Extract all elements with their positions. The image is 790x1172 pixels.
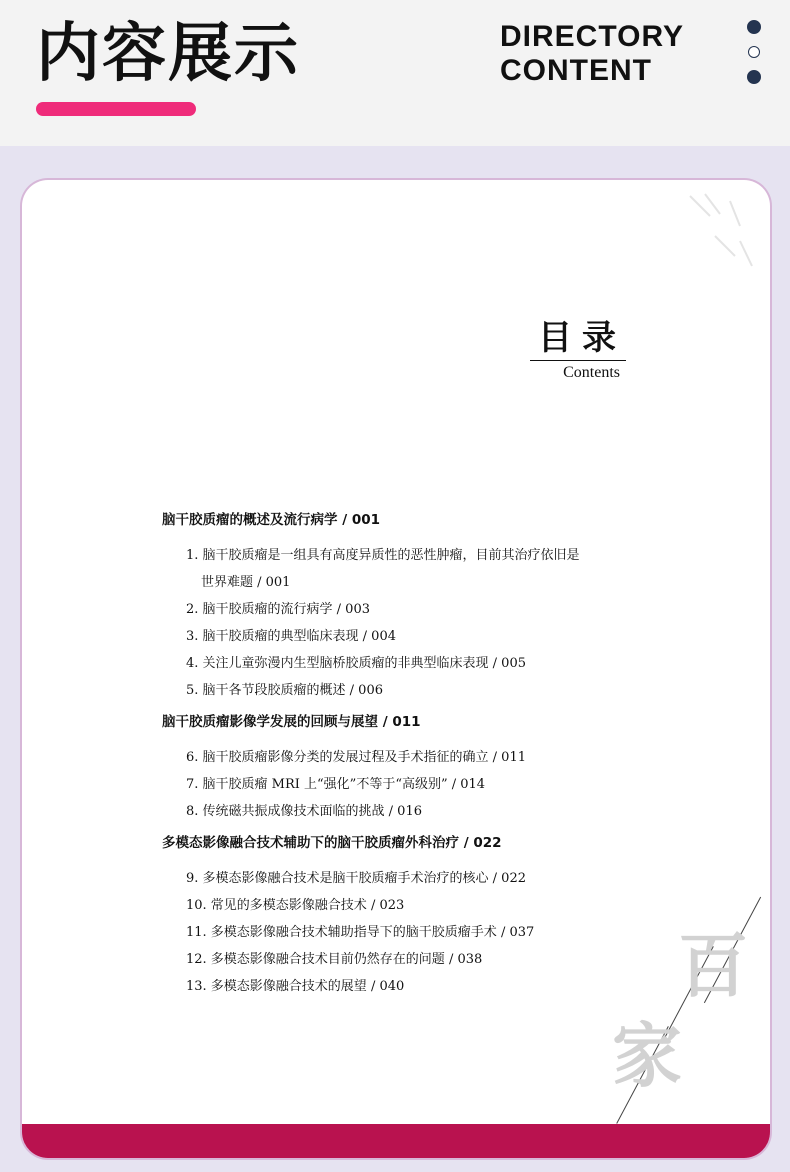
page-header: [0, 0, 790, 146]
carousel-dots: [747, 20, 761, 96]
chapter-heading: 脑干胶质瘤的概述及流行病学 / 001: [162, 512, 381, 528]
toc-item-continuation: 世界难题 / 001: [201, 575, 291, 590]
toc-item: 2. 脑干胶质瘤的流行病学 / 003: [186, 602, 370, 617]
toc-item: 7. 脑干胶质瘤 MRI 上“强化”不等于“高级别” / 014: [186, 777, 486, 792]
header-english-title: [500, 20, 684, 88]
page-footer-band: [22, 1124, 770, 1158]
toc-item: 9. 多模态影像融合技术是脑干胶质瘤手术治疗的核心 / 022: [186, 871, 526, 886]
chapter-heading: 多模态影像融合技术辅助下的脑干胶质瘤外科治疗 / 022: [162, 835, 502, 851]
book-page-card: [22, 180, 770, 1158]
corner-ink-decoration: [680, 186, 760, 286]
table-of-contents: [162, 510, 642, 1000]
header-title: 内容展示: [36, 17, 300, 91]
toc-item: 8. 传统磁共振成像技术面临的挑战 / 016: [186, 804, 422, 819]
header-en-line1: DIRECTORY: [500, 20, 685, 53]
page-title-block: [530, 318, 626, 382]
toc-item: 12. 多模态影像融合技术目前仍然存在的问题 / 038: [186, 952, 483, 967]
toc-item: 5. 脑干各节段胶质瘤的概述 / 006: [186, 683, 383, 698]
watermark-calligraphy: [582, 870, 770, 1120]
chapter-heading: 脑干胶质瘤影像学发展的回顾与展望 / 011: [162, 714, 421, 730]
page-title: 目录: [530, 318, 626, 361]
watermark-char: 家: [612, 1014, 682, 1097]
header-accent-bar: [36, 102, 196, 116]
dot-indicator-1[interactable]: [747, 20, 761, 34]
toc-item: [162, 542, 642, 596]
toc-item: 10. 常见的多模态影像融合技术 / 023: [186, 898, 405, 913]
toc-item: 4. 关注儿童弥漫内生型脑桥胶质瘤的非典型临床表现 / 005: [186, 656, 526, 671]
dot-indicator-2[interactable]: [748, 46, 760, 58]
header-en-line2: CONTENT: [500, 54, 652, 87]
toc-item: 6. 脑干胶质瘤影像分类的发展过程及手术指征的确立 / 011: [186, 750, 526, 765]
toc-item-text: 1. 脑干胶质瘤是一组具有高度异质性的恶性肿瘤，目前其治疗依旧是: [186, 548, 580, 563]
watermark-char: 百: [678, 924, 748, 1007]
toc-item: 13. 多模态影像融合技术的展望 / 040: [186, 979, 405, 994]
dot-indicator-3[interactable]: [747, 70, 761, 84]
page-subtitle: Contents: [563, 364, 620, 381]
toc-item: 11. 多模态影像融合技术辅助指导下的脑干胶质瘤手术 / 037: [186, 925, 535, 940]
toc-item: 3. 脑干胶质瘤的典型临床表现 / 004: [186, 629, 396, 644]
